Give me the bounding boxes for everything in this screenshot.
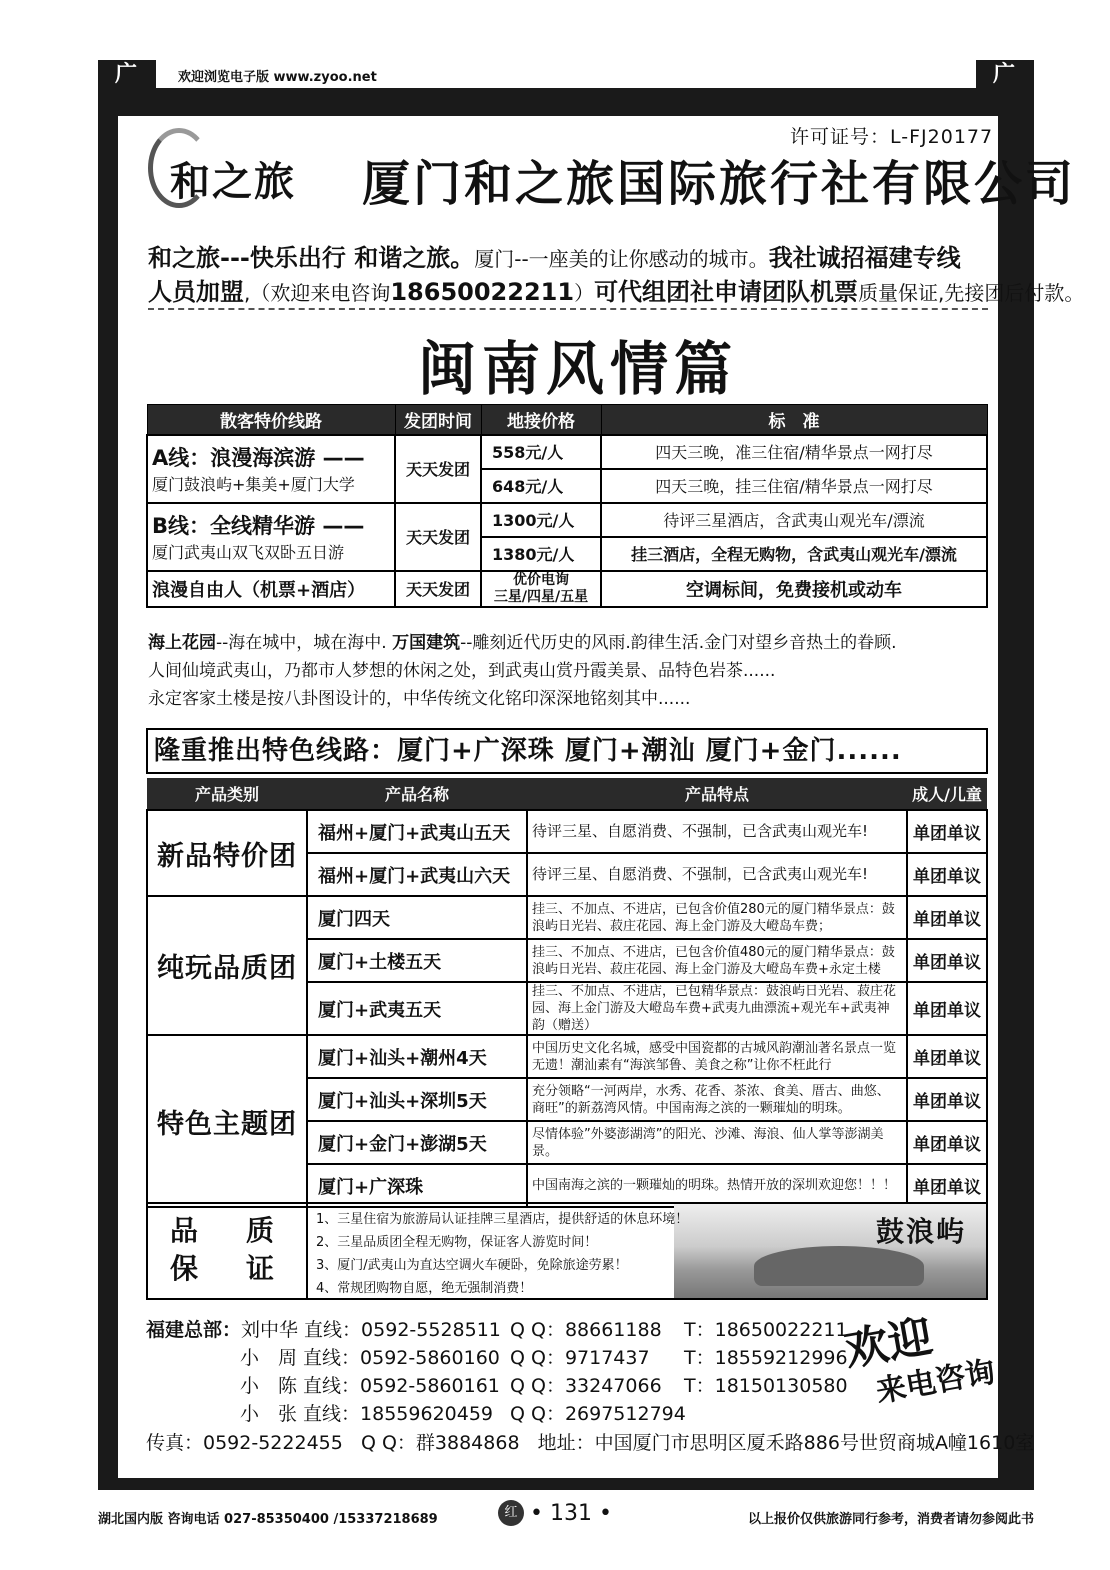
consult-close: ） bbox=[574, 281, 595, 305]
route-standard: 待评三星酒店，含武夷山观光车/漂流 bbox=[601, 503, 987, 537]
product-price: 单团单议 bbox=[907, 896, 987, 939]
contact-tel[interactable]: T：18650022211 bbox=[684, 1319, 848, 1341]
product-name: 厦门+广深珠 bbox=[307, 1164, 527, 1207]
product-name: 福州+厦门+武夷山六天 bbox=[307, 853, 527, 896]
product-price: 单团单议 bbox=[907, 1035, 987, 1078]
product-name: 厦门+汕头+潮州4天 bbox=[307, 1035, 527, 1078]
route-standard: 空调标间，免费接机或动车 bbox=[601, 571, 987, 607]
recruit-bold: 人员加盟 bbox=[148, 278, 244, 306]
quality-item: 4、常规团购物自愿，绝无强制消费！ bbox=[316, 1281, 533, 1296]
contact-name bbox=[146, 1315, 506, 1342]
product-name: 厦门+汕头+深圳5天 bbox=[307, 1078, 527, 1121]
quality-item: 1、三星住宿为旅游局认证挂牌三星酒店，提供舒适的休息环境！ bbox=[316, 1212, 689, 1227]
header-price: 地接价格 bbox=[481, 405, 601, 435]
table-row bbox=[147, 571, 987, 607]
product-feature: 挂三、不加点、不进店，已包含价值280元的厦门精华景点：鼓浪屿日光岩、菽庄花园、海上金门游及大嶝岛车费； bbox=[527, 896, 907, 939]
footer-left: 湖北国内版 咨询电话 027-85350400 /15337218689 bbox=[98, 1512, 438, 1527]
table-row bbox=[147, 896, 987, 939]
header-route: 散客特价线路 bbox=[147, 405, 395, 435]
product-feature: 充分领略“一河两岸，水秀、花香、茶浓、食美、厝古、曲悠、商旺”的新荔湾风情。中国南海之滨的一颗璀灿的明珠。 bbox=[527, 1078, 907, 1121]
category-cell: 特色主题团 bbox=[147, 1035, 307, 1207]
page-number bbox=[498, 1500, 612, 1526]
product-feature: 待评三星、自愿消费、不强制，已含武夷山观光车! bbox=[527, 853, 907, 896]
desc-text: --海在城中，城在海中. bbox=[216, 633, 387, 653]
welcome-link[interactable]: 欢迎浏览电子版 www.zyoo.net bbox=[178, 70, 377, 85]
product-price: 单团单议 bbox=[907, 853, 987, 896]
ticket-service: 可代组团社申请团队机票 bbox=[594, 278, 859, 306]
group-qq[interactable]: Q Q：群3884868 bbox=[360, 1432, 520, 1454]
route-time: 天天发团 bbox=[395, 503, 481, 571]
recruit-text: 我社诚招福建专线 bbox=[768, 244, 961, 272]
table-row bbox=[147, 435, 987, 469]
table-header-row bbox=[147, 778, 987, 810]
quality-item: 3、厦门/武夷山为直达空调火车硬卧，免除旅途劳累！ bbox=[316, 1258, 628, 1273]
product-price: 单团单议 bbox=[907, 810, 987, 853]
price-line-2: 三星/四星/五星 bbox=[493, 588, 589, 605]
slogan-rest: 厦门--一座美的让你感动的城市。 bbox=[474, 247, 769, 271]
contact-qq[interactable]: Q Q：88661188 bbox=[510, 1319, 662, 1341]
product-price: 单团单议 bbox=[907, 1078, 987, 1121]
product-feature: 待评三星、自愿消费、不强制，已含武夷山观光车! bbox=[527, 810, 907, 853]
route-price bbox=[481, 571, 601, 607]
section-title: 闽南风情篇 bbox=[418, 335, 739, 403]
product-feature: 中国历史文化名城，感受中国瓷都的古城风韵潮汕著名景点一览无遗！潮汕素有“海滨邹鲁、美食之称”让你不枉此行 bbox=[527, 1035, 907, 1078]
contact-tel[interactable]: T：18150130580 bbox=[684, 1375, 848, 1397]
quality-promise: 质量保证,先接团后付款。 bbox=[858, 281, 1085, 305]
contact-qq[interactable]: Q Q：2697512794 bbox=[510, 1403, 686, 1425]
product-price: 单团单议 bbox=[907, 939, 987, 982]
contact-tel[interactable]: T：18559212996 bbox=[684, 1347, 848, 1369]
hq-label: 福建总部： bbox=[146, 1319, 242, 1341]
product-name: 厦门+金门+澎湖5天 bbox=[307, 1121, 527, 1164]
island-shape bbox=[754, 1246, 924, 1286]
ad-label-left: 广 bbox=[98, 60, 156, 90]
desc-text: --雕刻近代历史的风雨.韵律生活.金门对望乡音热土的眷顾. bbox=[460, 633, 897, 653]
header-adult-child: 成人/儿童 bbox=[907, 778, 987, 810]
gulangyu-photo bbox=[674, 1204, 986, 1298]
product-price: 单团单议 bbox=[907, 1164, 987, 1207]
product-name: 厦门+土楼五天 bbox=[307, 939, 527, 982]
footer-right: 以上报价仅供旅游同行参考，消费者请勿参阅此书 bbox=[747, 1512, 1034, 1527]
route-sub: 厦门鼓浪屿+集美+厦门大学 bbox=[152, 475, 355, 494]
ad-label-right: 广 bbox=[976, 60, 1034, 90]
license-number: 许可证号：L-FJ20177 bbox=[790, 126, 994, 148]
route-cell bbox=[147, 503, 395, 571]
logo-text: 和之旅 bbox=[170, 158, 296, 205]
category-cell: 新品特价团 bbox=[147, 810, 307, 896]
route-price: 648元/人 bbox=[481, 469, 601, 503]
contact-line[interactable]: 刘中华 直线：0592-5528511 bbox=[241, 1319, 501, 1341]
contact-line[interactable]: 小 陈 直线：0592-5860161 bbox=[240, 1375, 500, 1397]
featured-routes-table bbox=[146, 778, 988, 1208]
fax[interactable]: 传真：0592-5222455 bbox=[146, 1432, 343, 1454]
recruit-line bbox=[148, 272, 1084, 307]
special-routes-table bbox=[146, 404, 988, 608]
header-time: 发团时间 bbox=[395, 405, 481, 435]
welcome-big: 欢迎 bbox=[840, 1310, 937, 1377]
product-feature: 中国南海之滨的一颗璀灿的明珠。热情开放的深圳欢迎您！！！ bbox=[527, 1164, 907, 1207]
page-number-text: • 131 • bbox=[530, 1500, 612, 1526]
company-name: 厦门和之旅国际旅行社有限公司 bbox=[362, 156, 1077, 212]
route-standard: 挂三酒店，全程无购物，含武夷山观光车/漂流 bbox=[601, 537, 987, 571]
route-price: 1300元/人 bbox=[481, 503, 601, 537]
header-product: 产品名称 bbox=[307, 778, 527, 810]
route-sub: 厦门武夷山双飞双卧五日游 bbox=[152, 543, 345, 562]
slogan-bold: 和之旅---快乐出行 和谐之旅。 bbox=[148, 244, 475, 272]
quality-label bbox=[148, 1204, 308, 1298]
product-price: 单团单议 bbox=[907, 982, 987, 1035]
route-standard: 四天三晚，挂三住宿/精华景点一网打尽 bbox=[601, 469, 987, 503]
route-name: 浪漫自由人（机票+酒店） bbox=[152, 579, 366, 601]
route-cell bbox=[147, 435, 395, 503]
product-price: 单团单议 bbox=[907, 1121, 987, 1164]
address: 地址：中国厦门市思明区厦禾路886号世贸商城A幢1610室 bbox=[537, 1432, 1035, 1454]
desc-bold: 海上花园 bbox=[148, 633, 216, 653]
quality-label-2: 保 证 bbox=[169, 1252, 284, 1285]
product-name: 厦门四天 bbox=[307, 896, 527, 939]
fax-address-row bbox=[146, 1428, 1034, 1455]
quality-label-1: 品 质 bbox=[169, 1214, 284, 1247]
description-line bbox=[148, 628, 897, 653]
contact-qq[interactable]: Q Q：33247066 bbox=[510, 1375, 662, 1397]
contact-line[interactable]: 小 张 直线：18559620459 bbox=[240, 1403, 494, 1425]
product-name: 厦门+武夷五天 bbox=[307, 982, 527, 1035]
table-header-row bbox=[147, 405, 987, 435]
contact-qq[interactable]: Q Q：9717437 bbox=[510, 1347, 650, 1369]
product-name: 福州+厦门+武夷山五天 bbox=[307, 810, 527, 853]
slogan-line bbox=[148, 238, 961, 273]
table-row bbox=[147, 503, 987, 537]
description-line: 永定客家土楼是按八卦图设计的，中华传统文化铭印深深地铭刻其中...... bbox=[148, 689, 691, 709]
welcome-small: 来电咨询 bbox=[873, 1354, 998, 1410]
contact-line[interactable]: 小 周 直线：0592-5860160 bbox=[240, 1347, 500, 1369]
price-line-1: 优价电询 bbox=[513, 571, 569, 588]
route-time: 天天发团 bbox=[395, 571, 481, 607]
route-cell bbox=[147, 571, 395, 607]
header-features: 产品特点 bbox=[527, 778, 907, 810]
product-feature: 挂三、不加点、不进店，已包精华景点：鼓浪屿日光岩、菽庄花园、海上金门游及大嶝岛车费+武夷九曲漂流+观光车+武夷神韵（赠送） bbox=[527, 982, 907, 1035]
table-row bbox=[147, 810, 987, 853]
quality-items bbox=[316, 1208, 688, 1300]
promo-banner: 隆重推出特色线路：厦门+广深珠 厦门+潮汕 厦门+金门...... bbox=[146, 728, 988, 774]
consult-phone[interactable]: 18650022211 bbox=[390, 278, 575, 306]
header-category: 产品类别 bbox=[147, 778, 307, 810]
desc-bold: 万国建筑 bbox=[392, 633, 461, 653]
description-line: 人间仙境武夷山，乃都市人梦想的休闲之处，到武夷山赏丹霞美景、品特色岩茶...... bbox=[148, 661, 776, 681]
header-standard: 标 准 bbox=[601, 405, 987, 435]
photo-caption: 鼓浪屿 bbox=[875, 1215, 966, 1248]
route-price: 558元/人 bbox=[481, 435, 601, 469]
product-feature: 尽情体验”外婆澎湖湾”的阳光、沙滩、海浪、仙人掌等澎湖美景。 bbox=[527, 1121, 907, 1164]
quality-item: 2、三星品质团全程无购物，保证客人游览时间！ bbox=[316, 1235, 598, 1250]
route-standard: 四天三晚，准三住宿/精华景点一网打尽 bbox=[601, 435, 987, 469]
dashed-divider bbox=[148, 308, 988, 310]
route-name: A线：浪漫海滨游 —— bbox=[152, 446, 365, 470]
category-cell: 纯玩品质团 bbox=[147, 896, 307, 1035]
route-price: 1380元/人 bbox=[481, 537, 601, 571]
route-name: B线：全线精华游 —— bbox=[152, 514, 365, 538]
product-feature: 挂三、不加点、不进店，已包含价值480元的厦门精华景点：鼓浪屿日光岩、菽庄花园、海上金门游及大嶝岛车费+永定土楼 bbox=[527, 939, 907, 982]
quality-guarantee-box bbox=[146, 1202, 988, 1300]
red-seal-icon: 红 bbox=[498, 1500, 524, 1526]
route-time: 天天发团 bbox=[395, 435, 481, 503]
table-row bbox=[147, 1035, 987, 1078]
consult-text: ,（欢迎来电咨询 bbox=[244, 281, 391, 305]
